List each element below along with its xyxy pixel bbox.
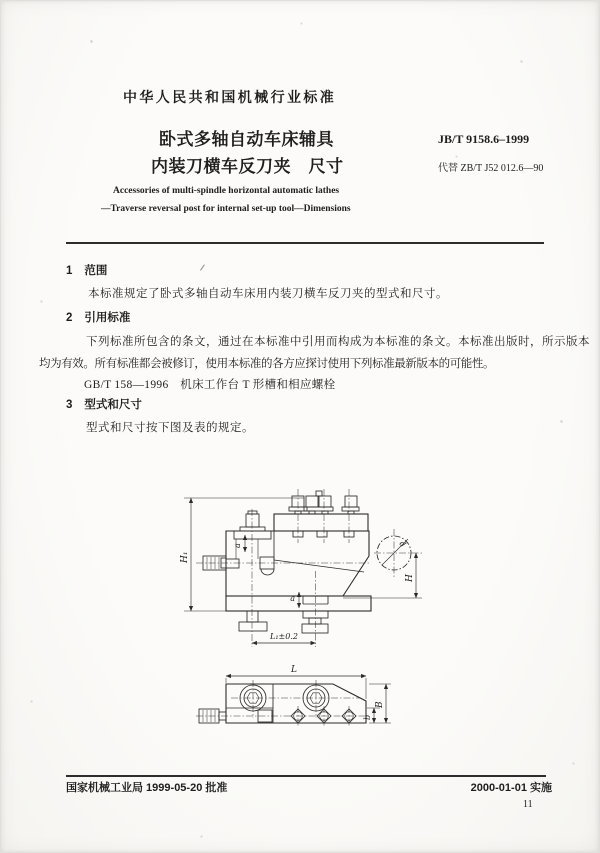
left-bolt: [234, 511, 271, 559]
bottom-t-bolts: [239, 611, 328, 633]
section-2-body-line1: 下列标准所包含的条文，通过在本标准中引用而构成为本标准的条文。本标准出版时，所示版本: [86, 336, 590, 348]
dim-label-H1: H₁: [180, 551, 190, 563]
standard-header: 中华人民共和国机械行业标准: [123, 89, 337, 105]
replaces-note: 代替 ZB/T J52 012.6—90: [438, 163, 544, 174]
dim-label-d: d: [397, 539, 408, 550]
adjusting-screw: [203, 556, 274, 575]
section-3-title: 型式和尺寸: [84, 399, 142, 411]
title-en-line2: —Traverse reversal post for internal set-up tool—Dimensions: [101, 204, 351, 214]
scan-noise: [1, 1, 2, 2]
section-3-number: 3: [66, 399, 73, 411]
dim-label-b: b: [363, 714, 372, 720]
standard-number: JB/T 9158.6–1999: [438, 132, 530, 146]
dim-label-B: B: [375, 701, 385, 708]
figure-top-view: [196, 665, 391, 726]
title-en-line1: Accessories of multi-spindle horizontal automatic lathes: [113, 186, 340, 196]
section-2-heading: [66, 312, 130, 325]
figure-side-view: [180, 489, 422, 647]
footer-approved: 国家机械工业局 1999-05-20 批准: [66, 782, 228, 794]
section-2-title: 引用标准: [84, 312, 131, 324]
section-1-heading: [66, 265, 107, 278]
section-2-number: 2: [66, 312, 73, 324]
section-3-body: 型式和尺寸按下图及表的规定。: [86, 422, 254, 434]
section-3-heading: [66, 399, 142, 412]
header-rule: [66, 242, 544, 244]
footer-rule: [66, 775, 546, 777]
dim-label-L1: L₁±0.2: [270, 632, 298, 641]
dim-label-L: L: [291, 665, 297, 675]
section-1-title: 范围: [84, 265, 108, 277]
footer-implemented: 2000-01-01 实施: [470, 782, 552, 794]
page-number: 11: [523, 799, 533, 810]
dim-label-a-tenon: a: [290, 594, 295, 603]
dim-label-a-step: a: [233, 543, 242, 548]
section-2-reference: GB/T 158—1996 机床工作台 T 形槽和相应螺栓: [84, 379, 336, 391]
dim-label-H: H: [405, 574, 415, 582]
section-1-body: 本标准规定了卧式多轴自动车床用内装刀横车反刀夹的型式和尺寸。: [88, 288, 448, 300]
section-1-number: 1: [66, 265, 73, 277]
scan-artifact: [200, 264, 205, 270]
title-zh-line1: 卧式多轴自动车床辅具: [159, 130, 334, 149]
technical-drawing-figure: [141, 451, 481, 771]
title-zh-line2: 内装刀横车反刀夹 尺寸: [151, 157, 344, 176]
section-2-body-line2: 均为有效。所有标准都会被修订，使用本标准的各方应探讨使用下列标准最新版本的可能性。: [39, 358, 495, 370]
